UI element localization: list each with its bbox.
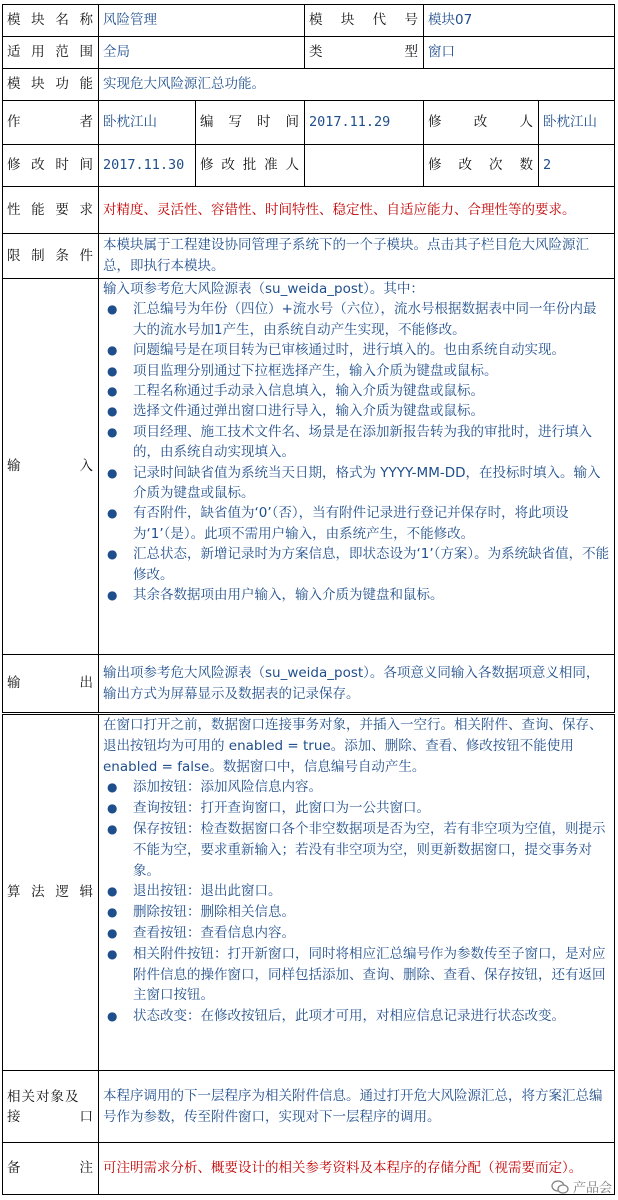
bullet-icon: ●	[107, 1009, 118, 1024]
list-item-text: 汇总状态，新增记录时为方案信息，即状态设为‘1’（方案）。为系统缺省值，不能修改。	[133, 546, 610, 583]
label-output: 输 出	[3, 655, 99, 713]
list-item-text: 删除按钮：删除相关信息。	[133, 904, 295, 921]
value-type: 窗口	[424, 37, 615, 69]
module-spec-table-bottom	[2, 714, 615, 1195]
value-remarks: 可注明需求分析、概要设计的相关参考资料及本程序的存储分配（视需要而定）。	[99, 1143, 615, 1195]
label-input: 输 入	[3, 279, 99, 655]
algorithm-item-list	[103, 777, 610, 1027]
value-scope: 全局	[99, 37, 305, 69]
label-scope: 适 用 范 围	[3, 37, 99, 69]
value-input	[99, 279, 615, 655]
list-item-text: 问题编号是在项目转为已审核通过时，进行填入的。也由系统自动实现。	[133, 342, 565, 359]
bullet-icon: ●	[107, 801, 118, 816]
value-approver	[305, 145, 424, 187]
list-item	[103, 881, 610, 902]
list-item-text: 选择文件通过弹出窗口进行导入，输入介质为键盘或鼠标。	[133, 403, 484, 420]
bullet-icon: ●	[107, 465, 118, 480]
label-related-line1: 相关对象及	[7, 1088, 80, 1105]
label-algorithm: 算 法 逻 辑	[3, 715, 99, 1071]
list-item-text: 查询按钮：打开查询窗口，此窗口为一公共窗口。	[133, 800, 430, 817]
list-item-text: 工程名称通过手动录入信息填入，输入介质为键盘或鼠标。	[133, 383, 484, 400]
list-item	[103, 1006, 610, 1027]
bullet-icon: ●	[107, 363, 118, 378]
bullet-icon: ●	[107, 925, 118, 940]
list-item-text: 状态改变：在修改按钮后，此项才可用，对相应信息记录进行状态改变。	[133, 1008, 565, 1025]
row-scope	[3, 37, 615, 69]
value-write-time: 2017.11.29	[305, 101, 424, 145]
list-item-text: 汇总编号为年份（四位）+流水号（六位），流水号根据数据表中同一年份内最大的流水号加1产生，由系统自动产生实现，不能修改。	[133, 301, 597, 338]
list-item	[103, 361, 610, 381]
value-module-code: 模块07	[424, 5, 615, 37]
label-related-line2: 接 口	[7, 1108, 94, 1125]
value-constraints: 本模块属于工程建设协同管理子系统下的一个子模块。点击其子栏目危大风险源汇总，即执行本模块。	[99, 234, 615, 279]
list-item	[103, 401, 610, 421]
bullet-icon: ●	[107, 884, 118, 899]
list-item	[103, 422, 610, 463]
row-module-name	[3, 5, 615, 37]
list-item-text: 其余各数据项由用户输入，输入介质为键盘和鼠标。	[133, 587, 444, 604]
value-performance: 对精度、灵活性、容错性、时间特性、稳定性、自适应能力、合理性等的要求。	[99, 187, 615, 234]
list-item	[103, 902, 610, 923]
list-item-text: 记录时间缺省值为系统当天日期，格式为 YYYY-MM-DD，在投标时填入。输入介质为键盘或鼠标。	[133, 464, 601, 502]
row-algorithm	[3, 715, 615, 1071]
module-spec-table-top	[2, 4, 615, 713]
list-item-text: 添加按钮：添加风险信息内容。	[133, 779, 322, 796]
list-item	[103, 923, 610, 944]
row-output	[3, 655, 615, 713]
label-function: 模 块 功 能	[3, 69, 99, 101]
value-algorithm	[99, 715, 615, 1071]
bullet-icon: ●	[107, 302, 118, 317]
list-item	[103, 544, 610, 585]
label-remarks: 备 注	[3, 1143, 99, 1195]
list-item	[103, 381, 610, 401]
bullet-icon: ●	[107, 547, 118, 562]
list-item	[103, 340, 610, 360]
value-output: 输出项参考危大风险源表（su_weida_post）。各项意义同输入各数据项意义相同，输出方式为屏幕显示及数据表的记录保存。	[99, 655, 615, 713]
row-constraints	[3, 234, 615, 279]
value-author: 卧枕江山	[99, 101, 196, 145]
list-item	[103, 798, 610, 819]
wechat-icon	[551, 1180, 569, 1194]
bullet-icon: ●	[107, 905, 118, 920]
row-remarks	[3, 1143, 615, 1195]
algorithm-intro: 在窗口打开之前，数据窗口连接事务对象，并插入一空行。相关附件、查询、保存、退出按钮均为可用的 enabled = true。添加、删除、查看、修改按钮不能使用 enabled = false。数据窗口中，信息编号自动产生。	[103, 717, 603, 775]
list-item	[103, 777, 610, 798]
label-type: 类 型	[305, 37, 424, 69]
row-performance	[3, 187, 615, 234]
label-modifier: 修 改 人	[424, 101, 539, 145]
watermark	[551, 1177, 612, 1196]
label-module-name: 模 块 名 称	[3, 5, 99, 37]
row-author	[3, 101, 615, 145]
value-modify-time: 2017.11.30	[99, 145, 196, 187]
value-modify-count: 2	[539, 145, 615, 187]
label-modify-count: 修 改 次 数	[424, 145, 539, 187]
label-author: 作 者	[3, 101, 99, 145]
value-module-name: 风险管理	[99, 5, 305, 37]
list-item	[103, 819, 610, 881]
row-related	[3, 1071, 615, 1143]
label-performance: 性 能 要 求	[3, 187, 99, 234]
list-item	[103, 585, 610, 605]
watermark-text: 产品会	[572, 1181, 612, 1196]
row-input	[3, 279, 615, 655]
list-item-text: 相关附件按钮：打开新窗口，同时将相应汇总编号作为参数传至子窗口，是对应附件信息的操作窗口，同样包括添加、查询、删除、查看、保存按钮，还有返回主窗口按钮。	[133, 945, 606, 1004]
list-item-text: 有否附件，缺省值为‘0’（否），当有附件记录进行登记并保存时，将此项设为‘1’（是）。此项不需用户输入，由系统产生，不能修改。	[133, 505, 569, 542]
row-modify-time	[3, 145, 615, 187]
bullet-icon: ●	[107, 588, 118, 603]
bullet-icon: ●	[107, 424, 118, 439]
list-item-text: 保存按钮：检查数据窗口各个非空数据项是否为空，若有非空项为空值，则提示不能为空，要求重新输入；若没有非空项为空，则更新数据窗口，提交事务对象。	[133, 820, 606, 879]
label-write-time: 编 写 时 间	[196, 101, 305, 145]
list-item-text: 项目经理、施工技术文件名、场景是在添加新报告转为我的审批时，进行填入的，由系统自动实现填入。	[133, 423, 592, 461]
label-related	[3, 1071, 99, 1143]
bullet-icon: ●	[107, 343, 118, 358]
bullet-icon: ●	[107, 780, 118, 795]
list-item	[103, 463, 610, 504]
row-function	[3, 69, 615, 101]
input-intro: 输入项参考危大风险源表（su_weida_post）。其中：	[103, 281, 424, 297]
list-item-text: 退出按钮：退出此窗口。	[133, 883, 282, 900]
list-item	[103, 944, 610, 1006]
label-modify-time: 修 改 时 间	[3, 145, 99, 187]
value-related: 本程序调用的下一层程序为相关附件信息。通过打开危大风险源汇总，将方案汇总编号作为参数，传至附件窗口，实现对下一层程序的调用。	[99, 1071, 615, 1143]
value-function: 实现危大风险源汇总功能。	[99, 69, 615, 101]
bullet-icon: ●	[107, 821, 118, 836]
bullet-icon: ●	[107, 506, 118, 521]
bullet-icon: ●	[107, 404, 118, 419]
list-item-text: 查看按钮：查看信息内容。	[133, 924, 295, 941]
label-approver: 修 改 批 准 人	[196, 145, 305, 187]
input-item-list	[103, 299, 610, 605]
list-item	[103, 299, 610, 340]
label-module-code: 模 块 代 号	[305, 5, 424, 37]
label-constraints: 限 制 条 件	[3, 234, 99, 279]
bullet-icon: ●	[107, 946, 118, 961]
list-item-text: 项目监理分别通过下拉框选择产生，输入介质为键盘或鼠标。	[133, 362, 498, 379]
bullet-icon: ●	[107, 384, 118, 399]
value-modifier: 卧枕江山	[539, 101, 615, 145]
list-item	[103, 503, 610, 544]
